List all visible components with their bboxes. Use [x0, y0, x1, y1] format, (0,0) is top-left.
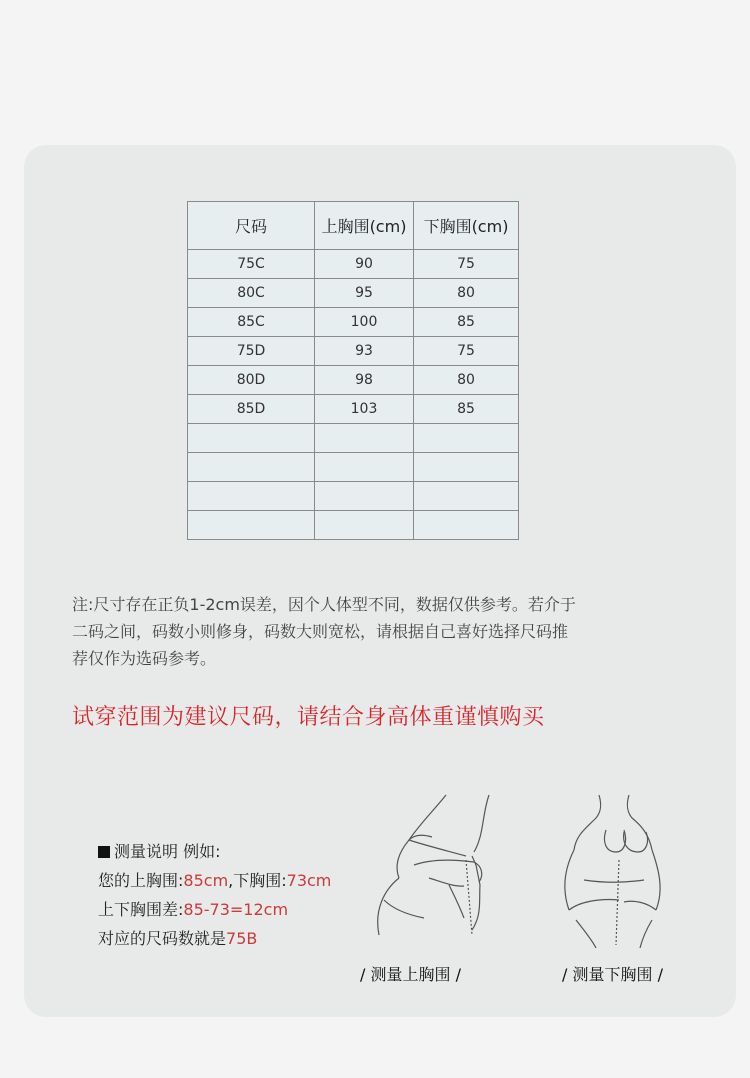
table-header-cell: 下胸围(cm) [414, 202, 519, 250]
table-cell: 100 [315, 308, 414, 337]
measure-label: 对应的尺码数就是 [98, 929, 227, 948]
table-cell [414, 482, 519, 511]
table-cell: 75D [188, 337, 315, 366]
table-row [188, 337, 519, 366]
table-cell: 80 [414, 279, 519, 308]
measure-label: ,下胸围: [228, 871, 287, 890]
note-line: 荐仅作为选码参考。 [72, 649, 217, 668]
size-guide-card [24, 145, 736, 1017]
under-bust-value: 73cm [286, 871, 332, 890]
table-header-row [188, 202, 519, 250]
table-cell: 98 [315, 366, 414, 395]
table-cell: 90 [315, 250, 414, 279]
table-row [188, 366, 519, 395]
measure-title: 测量说明 例如: [114, 842, 221, 861]
table-cell: 85 [414, 395, 519, 424]
table-cell [188, 511, 315, 540]
size-table [187, 201, 519, 540]
square-bullet-icon [98, 846, 110, 858]
table-cell: 80 [414, 366, 519, 395]
table-row [188, 250, 519, 279]
table-cell [188, 453, 315, 482]
table-row [188, 482, 519, 511]
fit-notice: 试穿范围为建议尺码，请结合身高体重谨慎购买 [72, 705, 545, 730]
caption-upper-bust: / 测量上胸围 / [360, 965, 461, 984]
table-cell: 85 [414, 308, 519, 337]
table-cell [188, 424, 315, 453]
table-cell: 80D [188, 366, 315, 395]
difference-value: 85-73=12cm [183, 900, 289, 919]
table-row [188, 279, 519, 308]
measure-label: 上下胸围差: [98, 900, 184, 919]
table-row [188, 308, 519, 337]
note-line: 注:尺寸存在正负1-2cm误差，因个人体型不同，数据仅供参考。若介于 [72, 595, 576, 614]
table-cell [315, 482, 414, 511]
table-row [188, 511, 519, 540]
size-note [72, 591, 632, 672]
table-cell: 75 [414, 337, 519, 366]
table-header-cell: 上胸围(cm) [315, 202, 414, 250]
table-cell: 75C [188, 250, 315, 279]
table-cell: 95 [315, 279, 414, 308]
table-header-cell: 尺码 [188, 202, 315, 250]
table-cell [414, 424, 519, 453]
table-row [188, 424, 519, 453]
table-cell: 80C [188, 279, 315, 308]
measure-label: 您的上胸围: [98, 871, 184, 890]
table-cell [315, 511, 414, 540]
upper-bust-measure-illustration [354, 790, 534, 950]
table-cell [414, 453, 519, 482]
table-cell [315, 424, 414, 453]
table-cell [414, 511, 519, 540]
caption-under-bust: / 测量下胸围 / [562, 965, 663, 984]
table-cell [315, 453, 414, 482]
measure-instructions [98, 837, 331, 953]
table-cell: 85C [188, 308, 315, 337]
under-bust-measure-illustration [544, 790, 684, 950]
upper-bust-value: 85cm [183, 871, 229, 890]
table-cell: 85D [188, 395, 315, 424]
note-line: 二码之间，码数小则修身，码数大则宽松，请根据自己喜好选择尺码推 [72, 622, 569, 641]
result-size-value: 75B [226, 929, 258, 948]
table-row [188, 395, 519, 424]
table-cell [188, 482, 315, 511]
table-cell: 75 [414, 250, 519, 279]
table-cell: 103 [315, 395, 414, 424]
table-cell: 93 [315, 337, 414, 366]
table-row [188, 453, 519, 482]
